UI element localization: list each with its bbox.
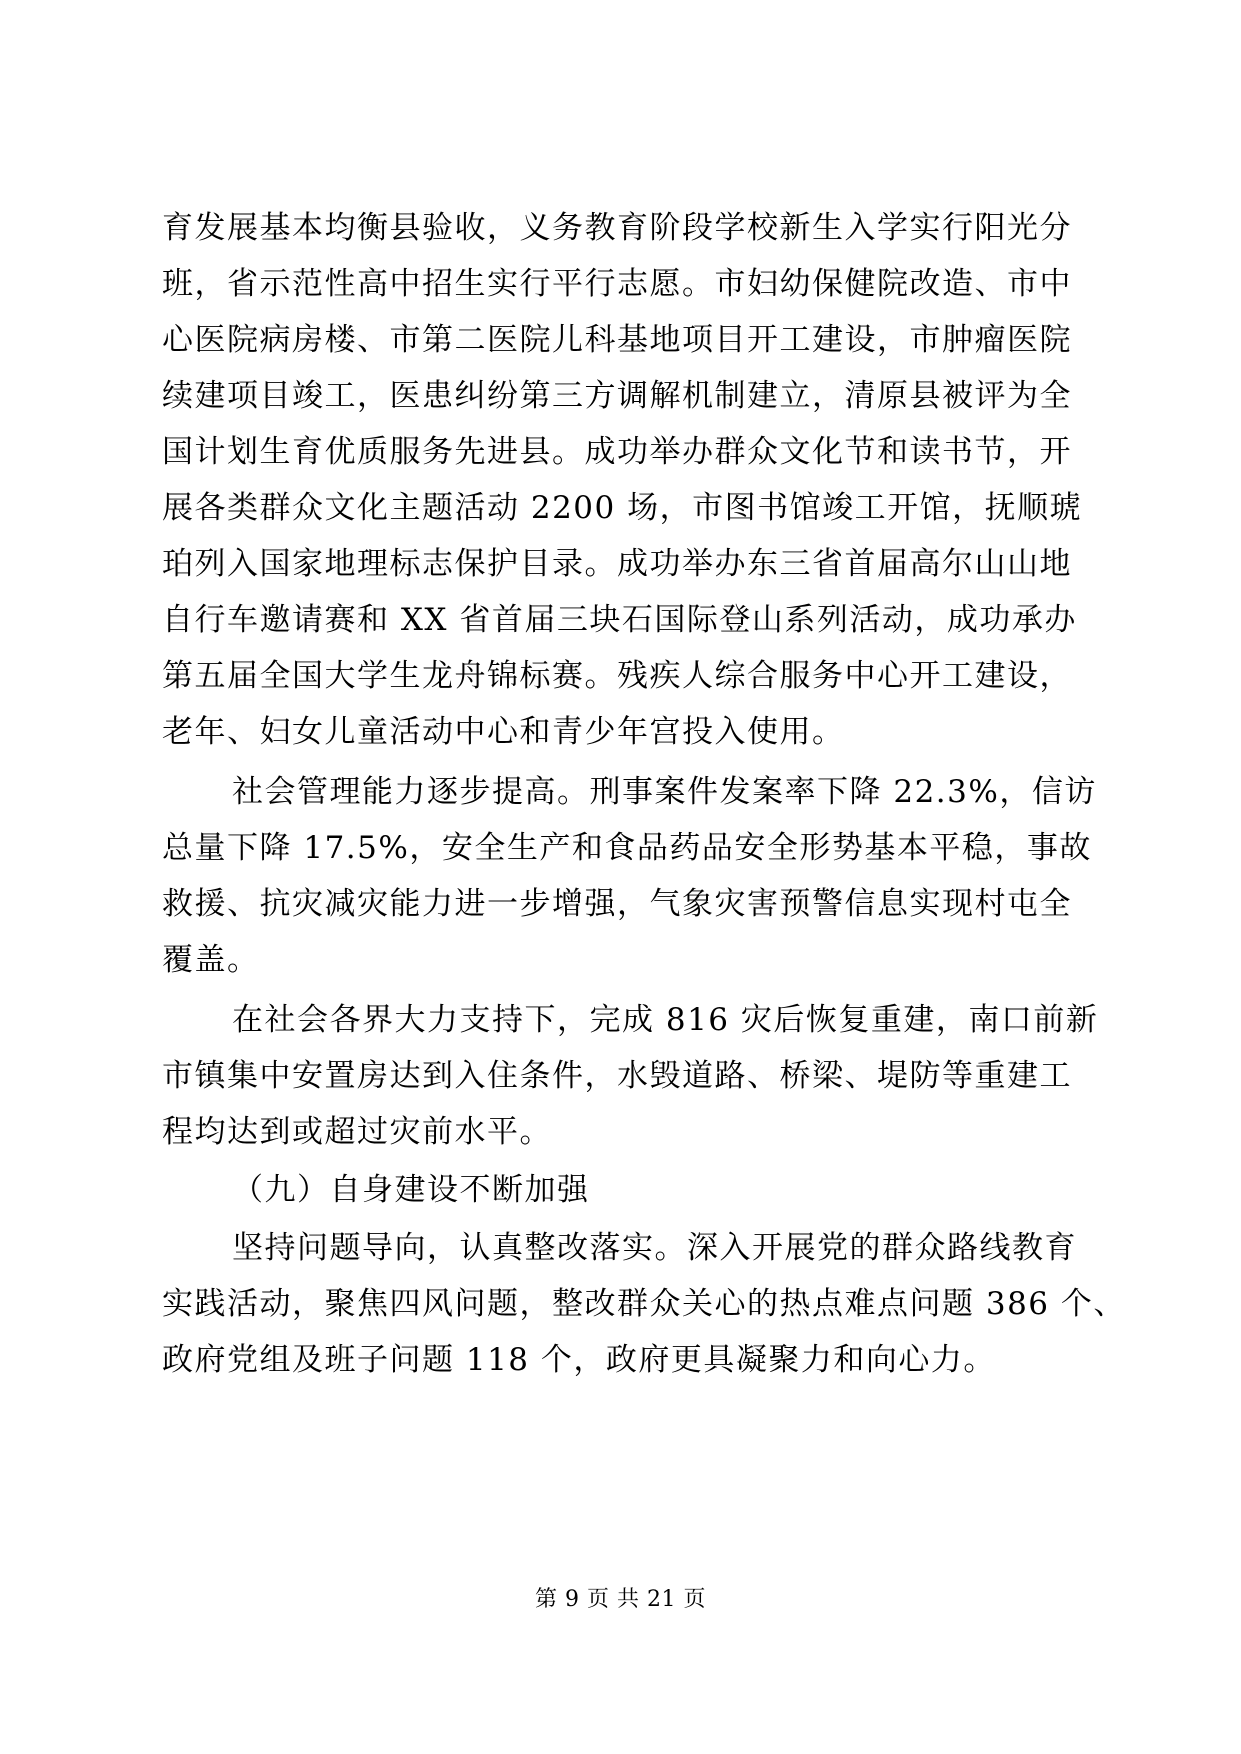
body-text-line: 政府党组及班子问题 118 个，政府更具凝聚力和向心力。 — [162, 1342, 996, 1378]
body-text-line: 珀列入国家地理标志保护目录。成功举办东三省首届高尔山山地 — [162, 546, 1072, 582]
body-text-line: 老年、妇女儿童活动中心和青少年宫投入使用。 — [162, 714, 845, 750]
body-text-line: 救援、抗灾减灾能力进一步增强，气象灾害预警信息实现村屯全 — [162, 886, 1072, 922]
body-text-line: 心医院病房楼、市第二医院儿科基地项目开工建设，市肿瘤医院 — [162, 322, 1072, 358]
paragraph-start-line: 在社会各界大力支持下，完成 816 灾后恢复重建，南口前新 — [232, 1002, 1099, 1038]
body-text-line: 实践活动，聚焦四风问题，整改群众关心的热点难点问题 386 个、 — [162, 1286, 1126, 1322]
body-text-line: 展各类群众文化主题活动 2200 场，市图书馆竣工开馆，抚顺琥 — [162, 490, 1083, 526]
body-text-line: 续建项目竣工，医患纠纷第三方调解机制建立，清原县被评为全 — [162, 378, 1072, 414]
body-text-line: 国计划生育优质服务先进县。成功举办群众文化节和读书节，开 — [162, 434, 1072, 470]
body-text-line: 第五届全国大学生龙舟锦标赛。残疾人综合服务中心开工建设， — [162, 658, 1072, 694]
page-number-footer: 第 9 页 共 21 页 — [535, 1587, 706, 1612]
body-text-line: 市镇集中安置房达到入住条件，水毁道路、桥梁、堤防等重建工 — [162, 1058, 1072, 1094]
section-heading: （九）自身建设不断加强 — [232, 1172, 590, 1208]
body-text-line: 自行车邀请赛和 XX 省首届三块石国际登山系列活动，成功承办 — [162, 602, 1077, 638]
body-text-line: 育发展基本均衡县验收，义务教育阶段学校新生入学实行阳光分 — [162, 210, 1072, 246]
body-text-line: 程均达到或超过灾前水平。 — [162, 1114, 552, 1150]
paragraph-start-line: 坚持问题导向，认真整改落实。深入开展党的群众路线教育 — [232, 1230, 1077, 1266]
body-text-line: 总量下降 17.5%，安全生产和食品药品安全形势基本平稳，事故 — [162, 830, 1092, 866]
body-text-line: 覆盖。 — [162, 942, 260, 978]
paragraph-start-line: 社会管理能力逐步提高。刑事案件发案率下降 22.3%，信访 — [232, 774, 1097, 810]
body-text-line: 班，省示范性高中招生实行平行志愿。市妇幼保健院改造、市中 — [162, 266, 1072, 302]
